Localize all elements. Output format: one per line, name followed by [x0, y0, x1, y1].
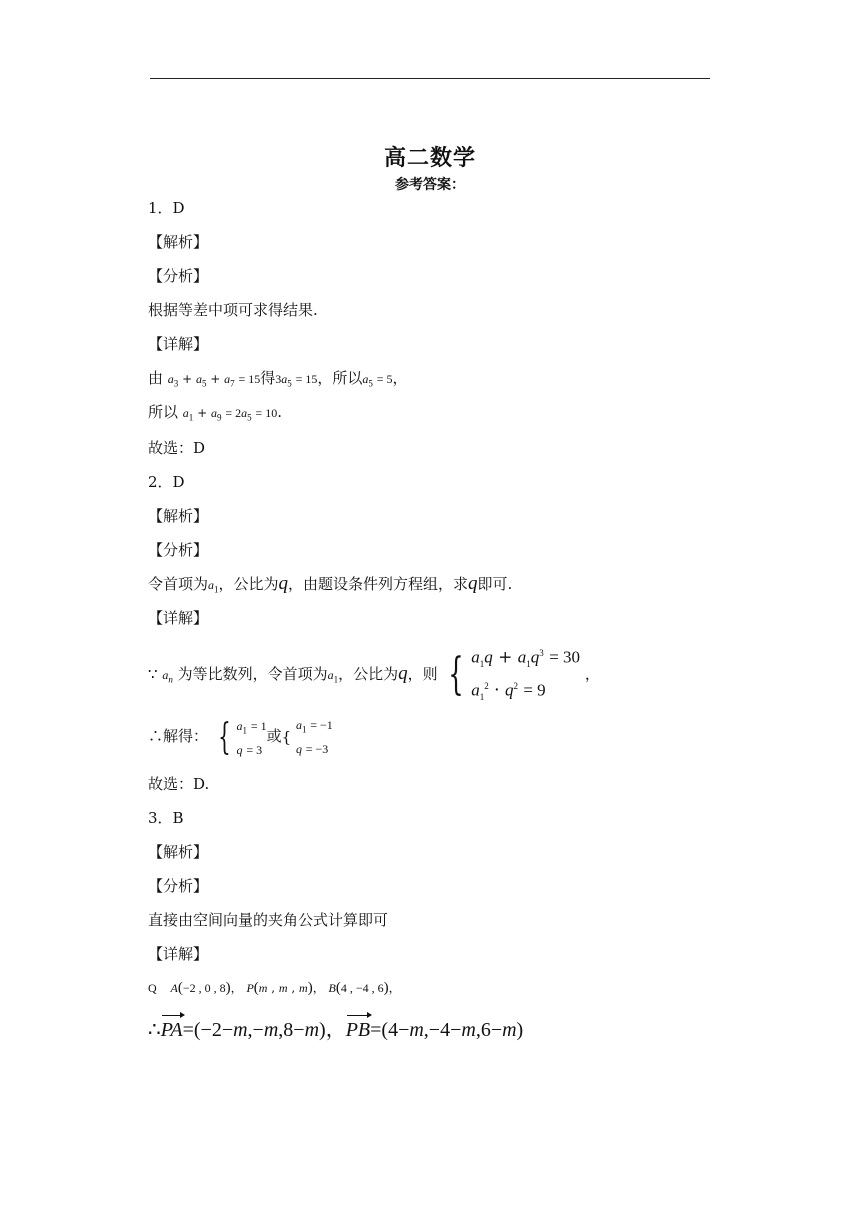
q3-vector-pa: PA=(−2−m,−m,8−m)	[160, 1019, 326, 1041]
q2-therefore: ∴解得：	[148, 727, 209, 745]
q1-label: 1．D	[148, 199, 185, 217]
q2-jiexi-heading: 【解析】	[148, 507, 209, 525]
q2-fenxi-heading: 【分析】	[148, 541, 209, 559]
q2-analysis-a: 令首项为	[148, 575, 209, 593]
q3-points-line: Q A(−2 , 0 , 8)， P(m , m , m)， B(4 , −4 , 6)，	[148, 980, 401, 996]
q1-comma: ，	[392, 369, 408, 387]
q1-equation-2: $3a_5 = 15$	[275, 372, 318, 389]
q2-answer: 故选：D.	[148, 775, 210, 793]
q2-because: ∵	[148, 665, 158, 684]
q3-jiexi-heading: 【解析】	[148, 843, 209, 861]
q2-analysis-b: ，公比为	[218, 575, 279, 593]
q2-system-1: { $a_1q + a_1q^3 = 30$ $a_1^2 \cdot q^2 = 9$	[448, 647, 581, 703]
q1-xiangjie-heading: 【详解】	[148, 335, 209, 353]
q2-label: 2．D	[148, 473, 185, 491]
q2-system-3: $a_1 = -1$ q = −3	[295, 717, 333, 757]
q2-q-2: q	[468, 573, 478, 594]
q1-detail-line-1	[148, 368, 408, 393]
q3-analysis: 直接由空间向量的夹角公式计算即可	[148, 911, 389, 929]
q3-xiangjie-heading: 【详解】	[148, 945, 209, 963]
q2-xiangjie-heading: 【详解】	[148, 609, 209, 627]
q1-equation-1: $a_3 + a_5 + a_7 = 15$	[167, 372, 261, 389]
q1-de: 得	[260, 369, 276, 387]
q1-equation-4: $a_1 + a_9 = 2a_5 = 10$	[182, 406, 278, 423]
q2-solution-line: ∴解得： { $a_1 = 1$ q = 3 或{ $a_1 = -1$ q = −3	[148, 712, 333, 761]
q3-point-p: P(m , m , m)	[246, 980, 313, 996]
q1-equation-3: $a_5 = 5$	[362, 372, 393, 389]
q3-point-a: A(−2 , 0 , 8)	[170, 980, 231, 996]
q2-a1-b: $a_1$	[327, 668, 339, 685]
q2-analysis-d: 即可.	[477, 575, 513, 593]
q2-detail-b: ，公比为	[338, 665, 399, 684]
q1-fenxi-heading: 【分析】	[148, 267, 209, 285]
q2-system-2: { $a_1 = 1$ q = 3	[217, 717, 267, 758]
q1-prefix: 由	[148, 369, 164, 387]
q2-analysis-c: ，由题设条件列方程组，求	[288, 575, 469, 593]
q3-q-mark: Q	[148, 981, 157, 995]
q1-jiexi-heading: 【解析】	[148, 233, 209, 251]
q3-vectors-line: ∴PA=(−2−m,−m,8−m)，PB=(4−m,−4−m,6−m)	[148, 1017, 524, 1041]
q3-vector-pb: PB=(4−m,−4−m,6−m)	[345, 1019, 524, 1041]
q2-q-3: q	[398, 663, 408, 685]
q3-therefore: ∴	[148, 1017, 161, 1041]
q3-point-b: B(4 , −4 , 6)	[328, 980, 389, 996]
q3-fenxi-heading: 【分析】	[148, 877, 209, 895]
q1-suoyi: ，所以	[317, 369, 363, 387]
q2-detail-c: ，则	[407, 665, 438, 684]
q1-analysis: 根据等差中项可求得结果.	[148, 301, 318, 319]
q2-analysis	[148, 574, 512, 599]
q1-prefix-2: 所以	[148, 403, 179, 421]
q2-a1: $a_1$	[208, 578, 219, 595]
q2-or: 或	[266, 727, 282, 745]
q2-q: q	[278, 573, 289, 594]
header-rule	[150, 78, 710, 79]
q1-detail-line-2	[148, 402, 282, 427]
page-subtitle: 参考答案：	[395, 177, 465, 193]
page-title: 高二数学	[383, 146, 476, 171]
q3-label: 3．B	[148, 809, 184, 827]
q2-detail-line	[148, 642, 600, 708]
q2-an: $a_n$	[162, 668, 173, 685]
q1-period: .	[277, 403, 282, 421]
q1-answer: 故选：D	[148, 439, 206, 457]
q2-detail-a: 为等比数列，令首项为	[177, 665, 328, 684]
q2-detail-end: ，	[584, 665, 600, 684]
